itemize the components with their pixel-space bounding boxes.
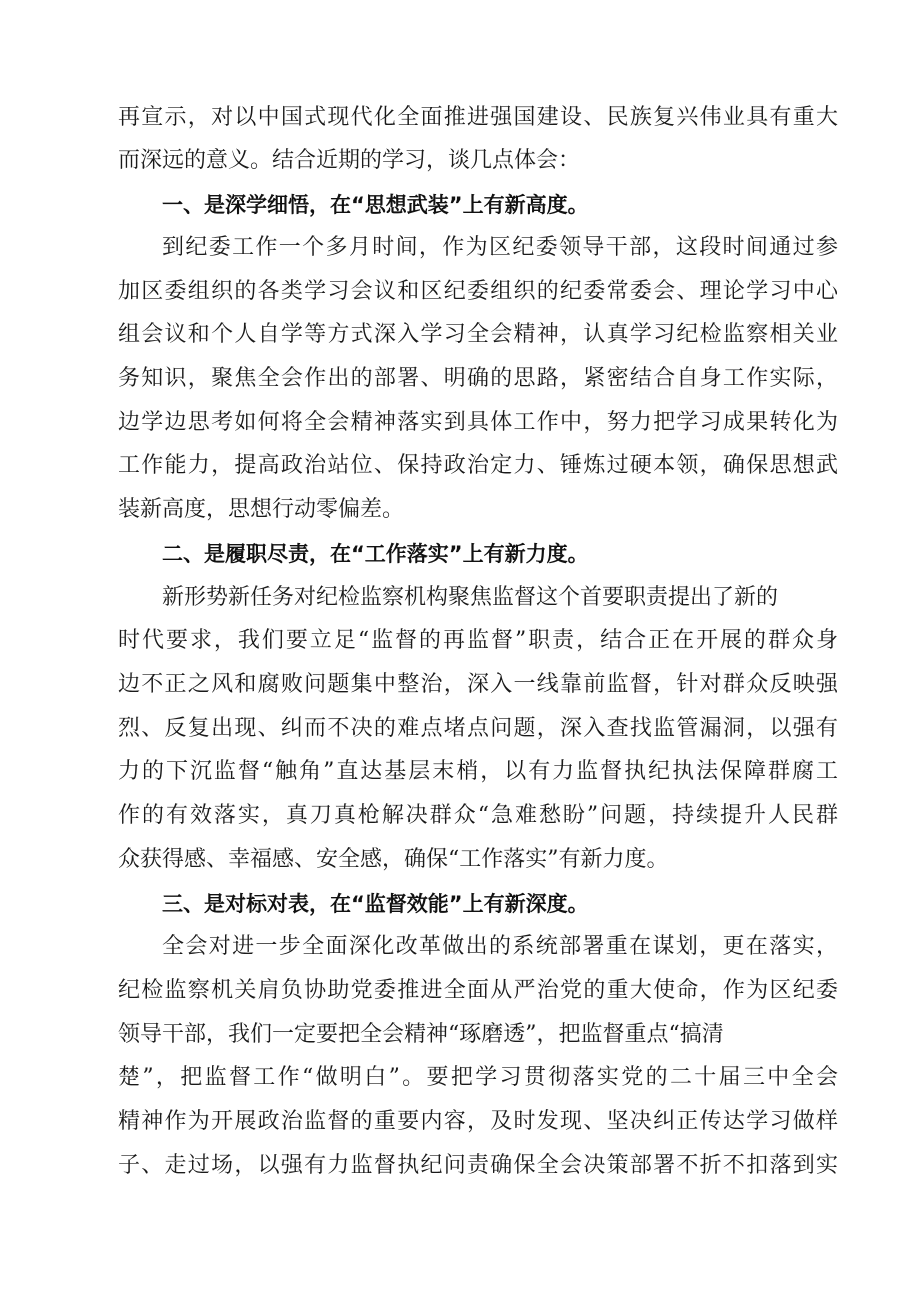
section-3-line-5: 精神作为开展政治监督的重要内容，及时发现、坚决纠正传达学习做样 [118, 1109, 838, 1134]
section-2-line-7: 众获得感、幸福感、安全感，确保“工作落实”有新力度。 [118, 847, 669, 872]
intro-line-2: 而深远的意义。结合近期的学习，谈几点体会： [118, 148, 581, 173]
section-2-line-6: 作的有效落实，真刀真枪解决群众“急难愁盼”问题，持续提升人民群 [118, 803, 838, 828]
section-1-line-2: 加区委组织的各类学习会议和区纪委组织的纪委常委会、理论学习中心 [118, 279, 838, 304]
section-1-line-6: 工作能力，提高政治站位、保持政治定力、锤炼过硬本领，确保思想武 [118, 453, 838, 478]
section-1-line-4: 务知识，聚焦全会作出的部署、明确的思路，紧密结合自身工作实际， [118, 366, 838, 391]
section-2-line-4: 烈、反复出现、纠而不决的难点堵点问题，深入查找监管漏洞，以强有 [118, 716, 838, 741]
section-3-heading: 三、是对标对表，在“监督效能”上有新深度。 [162, 892, 589, 916]
section-2-line-2: 时代要求，我们要立足“监督的再监督”职责，结合正在开展的群众身 [118, 628, 838, 653]
section-3-line-4: 楚”，把监督工作“做明白”。要把学习贯彻落实党的二十届三中全会 [118, 1065, 838, 1090]
section-2-line-1: 新形势新任务对纪检监察机构聚焦监督这个首要职责提出了新的 [162, 585, 779, 610]
section-3-line-6: 子、走过场，以强有力监督执纪问责确保全会决策部署不折不扣落到实 [118, 1153, 838, 1178]
section-2-heading: 二、是履职尽责，在“工作落实”上有新力度。 [162, 542, 589, 566]
section-2-line-5: 力的下沉监督“触角”直达基层末梢，以有力监督执纪执法保障群腐工 [118, 759, 838, 784]
section-1-line-3: 组会议和个人自学等方式深入学习全会精神，认真学习纪检监察相关业 [118, 322, 838, 347]
section-3-line-1: 全会对进一步全面深化改革做出的系统部署重在谋划，更在落实， [162, 934, 838, 959]
section-1-line-5: 边学边思考如何将全会精神落实到具体工作中，努力把学习成果转化为 [118, 410, 838, 435]
section-3-line-2: 纪检监察机关肩负协助党委推进全面从严治党的重大使命，作为区纪委 [118, 978, 838, 1003]
section-1-heading: 一、是深学细悟，在“思想武装”上有新高度。 [162, 193, 589, 217]
section-3-line-3: 领导干部，我们一定要把全会精神“琢磨透”，把监督重点“搞清 [118, 1022, 724, 1047]
section-2-line-3: 边不正之风和腐败问题集中整治，深入一线靠前监督，针对群众反映强 [118, 672, 838, 697]
section-1-line-1: 到纪委工作一个多月时间，作为区纪委领导干部，这段时间通过参 [162, 235, 838, 260]
section-1-line-7: 装新高度，思想行动零偏差。 [118, 497, 405, 522]
intro-line-1: 再宣示，对以中国式现代化全面推进强国建设、民族复兴伟业具有重大 [118, 105, 838, 130]
